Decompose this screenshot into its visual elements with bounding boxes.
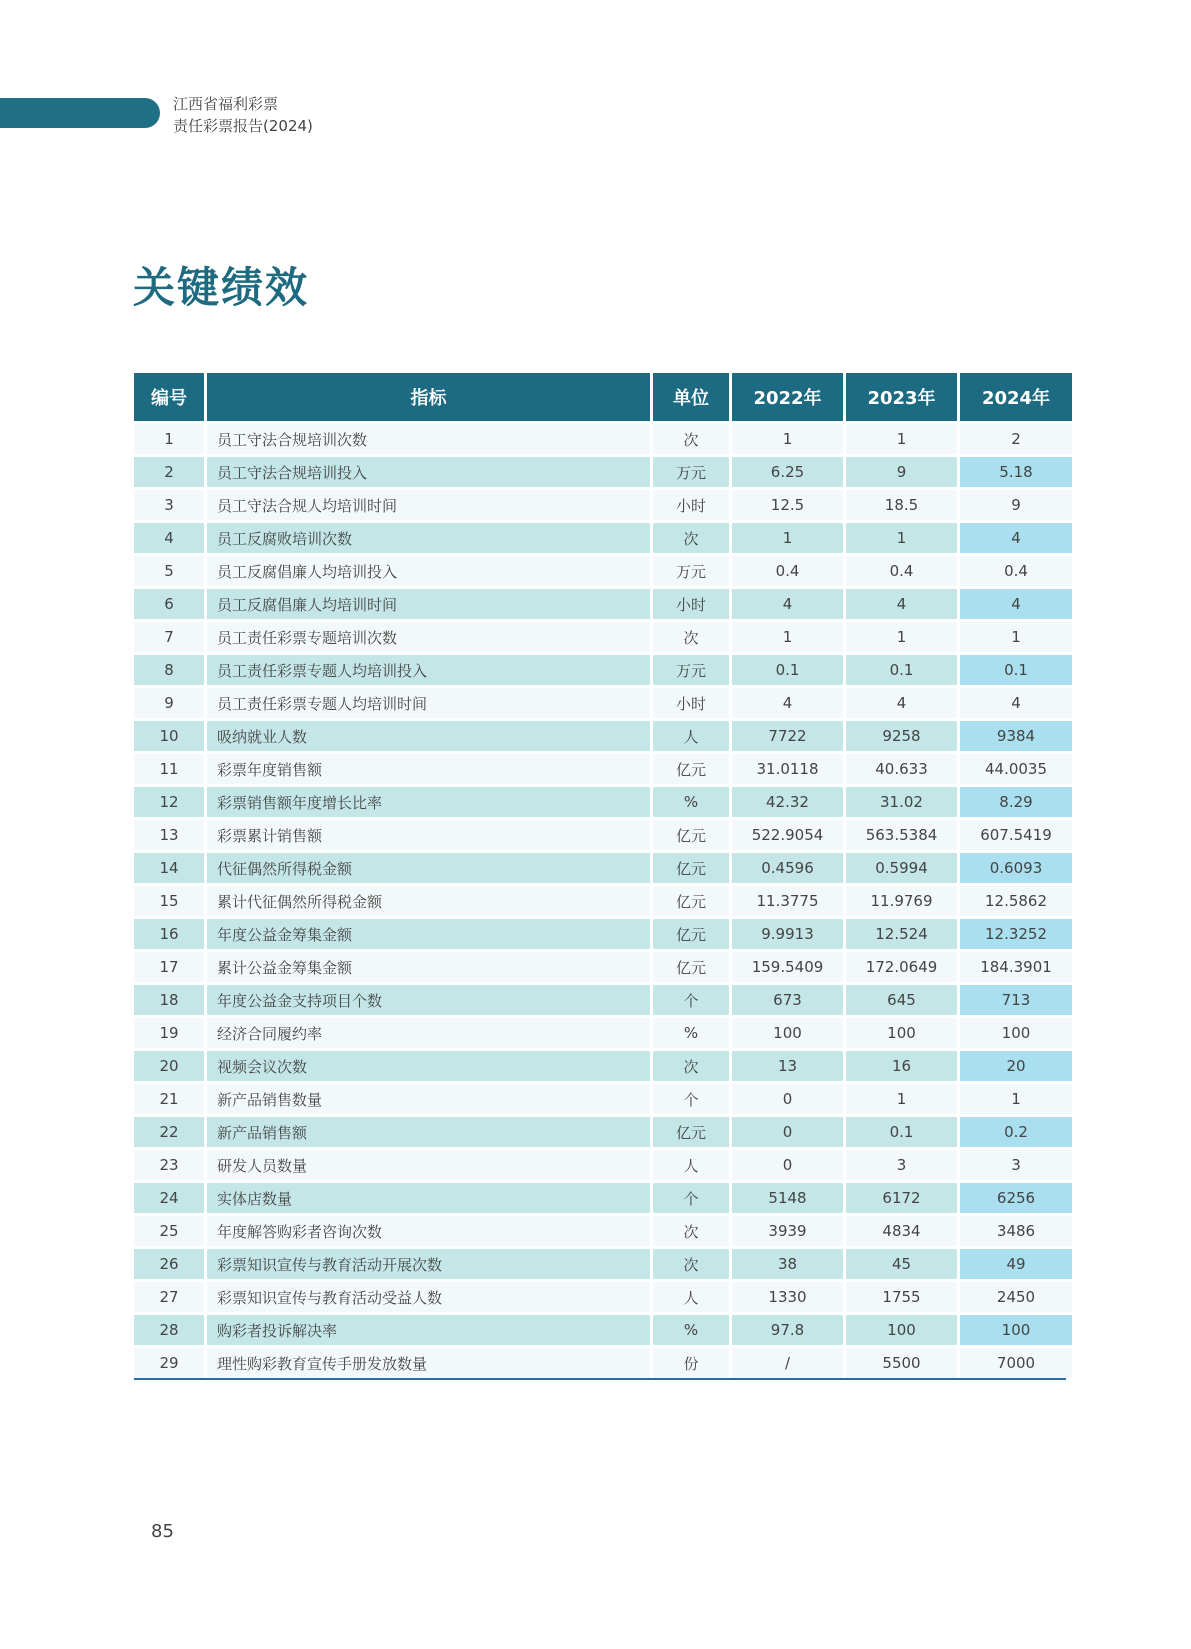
cell-y2024: 4: [960, 589, 1072, 622]
cell-name: 彩票累计销售额: [207, 820, 650, 853]
header-unit: 单位: [653, 373, 729, 424]
cell-unit: 亿元: [653, 886, 729, 919]
cell-unit: 个: [653, 985, 729, 1018]
cell-unit: 亿元: [653, 754, 729, 787]
cell-y2022: 5148: [732, 1183, 843, 1216]
cell-y2023: 563.5384: [846, 820, 957, 853]
table-row: [134, 1051, 1072, 1084]
table-row: [134, 424, 1072, 457]
table-row: [134, 952, 1072, 985]
cell-y2022: 11.3775: [732, 886, 843, 919]
cell-id: 26: [134, 1249, 204, 1282]
cell-y2022: 0.4: [732, 556, 843, 589]
header-2023: 2023年: [846, 373, 957, 424]
cell-name: 彩票知识宣传与教育活动受益人数: [207, 1282, 650, 1315]
cell-id: 21: [134, 1084, 204, 1117]
cell-y2024: 0.4: [960, 556, 1072, 589]
cell-y2022: 673: [732, 985, 843, 1018]
cell-y2022: 0: [732, 1084, 843, 1117]
cell-y2024: 100: [960, 1315, 1072, 1348]
cell-name: 年度解答购彩者咨询次数: [207, 1216, 650, 1249]
cell-unit: 亿元: [653, 820, 729, 853]
cell-y2023: 100: [846, 1018, 957, 1051]
table-row: [134, 1315, 1072, 1348]
kpi-table-wrapper: [134, 373, 1066, 1380]
cell-id: 12: [134, 787, 204, 820]
cell-y2024: 12.5862: [960, 886, 1072, 919]
cell-y2023: 4: [846, 589, 957, 622]
cell-id: 11: [134, 754, 204, 787]
cell-unit: 小时: [653, 490, 729, 523]
cell-y2024: 8.29: [960, 787, 1072, 820]
cell-id: 15: [134, 886, 204, 919]
cell-y2023: 16: [846, 1051, 957, 1084]
cell-y2024: 713: [960, 985, 1072, 1018]
cell-y2022: 7722: [732, 721, 843, 754]
cell-y2022: 100: [732, 1018, 843, 1051]
cell-id: 17: [134, 952, 204, 985]
cell-id: 3: [134, 490, 204, 523]
table-row: [134, 919, 1072, 952]
cell-id: 22: [134, 1117, 204, 1150]
cell-name: 视频会议次数: [207, 1051, 650, 1084]
cell-id: 25: [134, 1216, 204, 1249]
cell-unit: 次: [653, 523, 729, 556]
table-row: [134, 1348, 1072, 1378]
cell-y2022: 42.32: [732, 787, 843, 820]
cell-y2024: 100: [960, 1018, 1072, 1051]
cell-id: 1: [134, 424, 204, 457]
table-row: [134, 688, 1072, 721]
cell-y2023: 1: [846, 424, 957, 457]
cell-y2024: 6256: [960, 1183, 1072, 1216]
table-header-row: [134, 373, 1072, 424]
cell-unit: 亿元: [653, 853, 729, 886]
table-row: [134, 853, 1072, 886]
cell-name: 员工守法合规培训投入: [207, 457, 650, 490]
cell-unit: 小时: [653, 688, 729, 721]
table-row: [134, 457, 1072, 490]
cell-y2023: 9: [846, 457, 957, 490]
kpi-table: [131, 373, 1075, 1378]
cell-unit: 小时: [653, 589, 729, 622]
cell-y2022: 159.5409: [732, 952, 843, 985]
cell-id: 13: [134, 820, 204, 853]
cell-name: 年度公益金筹集金额: [207, 919, 650, 952]
cell-y2023: 12.524: [846, 919, 957, 952]
cell-y2023: 9258: [846, 721, 957, 754]
cell-id: 27: [134, 1282, 204, 1315]
cell-y2023: 0.1: [846, 1117, 957, 1150]
header-line-2: 责任彩票报告(2024): [173, 117, 313, 135]
table-row: [134, 655, 1072, 688]
cell-name: 员工反腐倡廉人均培训时间: [207, 589, 650, 622]
cell-unit: 亿元: [653, 1117, 729, 1150]
cell-y2022: 522.9054: [732, 820, 843, 853]
cell-y2022: 31.0118: [732, 754, 843, 787]
cell-name: 员工反腐败培训次数: [207, 523, 650, 556]
cell-y2022: 12.5: [732, 490, 843, 523]
cell-id: 5: [134, 556, 204, 589]
cell-name: 研发人员数量: [207, 1150, 650, 1183]
cell-id: 28: [134, 1315, 204, 1348]
cell-y2023: 4834: [846, 1216, 957, 1249]
header-accent-bar: [0, 98, 160, 128]
cell-y2022: 38: [732, 1249, 843, 1282]
cell-y2024: 0.6093: [960, 853, 1072, 886]
cell-unit: 万元: [653, 457, 729, 490]
cell-unit: 次: [653, 1216, 729, 1249]
cell-y2022: 13: [732, 1051, 843, 1084]
cell-name: 实体店数量: [207, 1183, 650, 1216]
cell-id: 18: [134, 985, 204, 1018]
header-2024: 2024年: [960, 373, 1072, 424]
cell-id: 4: [134, 523, 204, 556]
cell-name: 累计公益金筹集金额: [207, 952, 650, 985]
cell-unit: 个: [653, 1084, 729, 1117]
cell-name: 新产品销售额: [207, 1117, 650, 1150]
cell-unit: 次: [653, 1051, 729, 1084]
header-id: 编号: [134, 373, 204, 424]
cell-y2023: 1755: [846, 1282, 957, 1315]
cell-name: 员工守法合规培训次数: [207, 424, 650, 457]
cell-y2024: 184.3901: [960, 952, 1072, 985]
cell-y2024: 5.18: [960, 457, 1072, 490]
table-row: [134, 754, 1072, 787]
header-2022: 2022年: [732, 373, 843, 424]
cell-y2022: 0.1: [732, 655, 843, 688]
cell-unit: 次: [653, 622, 729, 655]
cell-y2023: 172.0649: [846, 952, 957, 985]
cell-y2022: 1: [732, 523, 843, 556]
cell-name: 理性购彩教育宣传手册发放数量: [207, 1348, 650, 1378]
cell-unit: 人: [653, 1282, 729, 1315]
cell-name: 彩票销售额年度增长比率: [207, 787, 650, 820]
cell-y2024: 7000: [960, 1348, 1072, 1378]
table-row: [134, 556, 1072, 589]
table-row: [134, 787, 1072, 820]
table-row: [134, 886, 1072, 919]
table-body: [134, 424, 1072, 1378]
table-row: [134, 622, 1072, 655]
cell-y2024: 1: [960, 622, 1072, 655]
table-row: [134, 820, 1072, 853]
header-line-1: 江西省福利彩票: [173, 95, 279, 113]
cell-id: 2: [134, 457, 204, 490]
cell-unit: 万元: [653, 556, 729, 589]
cell-unit: 人: [653, 721, 729, 754]
cell-y2022: 0.4596: [732, 853, 843, 886]
cell-y2024: 0.1: [960, 655, 1072, 688]
cell-y2022: /: [732, 1348, 843, 1378]
cell-id: 7: [134, 622, 204, 655]
table-row: [134, 721, 1072, 754]
cell-unit: 万元: [653, 655, 729, 688]
table-row: [134, 1018, 1072, 1051]
cell-y2022: 0: [732, 1117, 843, 1150]
cell-id: 16: [134, 919, 204, 952]
cell-id: 23: [134, 1150, 204, 1183]
cell-name: 新产品销售数量: [207, 1084, 650, 1117]
cell-unit: %: [653, 1315, 729, 1348]
cell-y2024: 0.2: [960, 1117, 1072, 1150]
cell-y2024: 44.0035: [960, 754, 1072, 787]
cell-name: 购彩者投诉解决率: [207, 1315, 650, 1348]
cell-y2024: 9384: [960, 721, 1072, 754]
cell-y2024: 2: [960, 424, 1072, 457]
table-row: [134, 490, 1072, 523]
cell-y2023: 0.4: [846, 556, 957, 589]
cell-unit: 亿元: [653, 919, 729, 952]
cell-y2023: 1: [846, 1084, 957, 1117]
cell-y2024: 4: [960, 688, 1072, 721]
cell-y2023: 0.5994: [846, 853, 957, 886]
cell-y2024: 2450: [960, 1282, 1072, 1315]
cell-id: 20: [134, 1051, 204, 1084]
cell-name: 员工反腐倡廉人均培训投入: [207, 556, 650, 589]
page-number: 85: [151, 1521, 174, 1542]
cell-y2023: 3: [846, 1150, 957, 1183]
header-name: 指标: [207, 373, 650, 424]
page-title: 关键绩效: [133, 263, 310, 312]
cell-unit: 亿元: [653, 952, 729, 985]
table-row: [134, 1150, 1072, 1183]
cell-y2023: 0.1: [846, 655, 957, 688]
cell-y2024: 3486: [960, 1216, 1072, 1249]
cell-y2022: 4: [732, 589, 843, 622]
cell-y2023: 1: [846, 523, 957, 556]
cell-y2023: 18.5: [846, 490, 957, 523]
cell-y2024: 607.5419: [960, 820, 1072, 853]
table-row: [134, 589, 1072, 622]
table-row: [134, 523, 1072, 556]
cell-y2024: 9: [960, 490, 1072, 523]
cell-unit: 人: [653, 1150, 729, 1183]
cell-y2024: 20: [960, 1051, 1072, 1084]
cell-name: 吸纳就业人数: [207, 721, 650, 754]
table-row: [134, 1183, 1072, 1216]
cell-name: 年度公益金支持项目个数: [207, 985, 650, 1018]
cell-id: 14: [134, 853, 204, 886]
cell-y2024: 12.3252: [960, 919, 1072, 952]
cell-unit: 份: [653, 1348, 729, 1378]
cell-y2024: 4: [960, 523, 1072, 556]
cell-id: 24: [134, 1183, 204, 1216]
cell-id: 9: [134, 688, 204, 721]
cell-name: 代征偶然所得税金额: [207, 853, 650, 886]
cell-y2023: 5500: [846, 1348, 957, 1378]
cell-name: 累计代征偶然所得税金额: [207, 886, 650, 919]
cell-y2022: 4: [732, 688, 843, 721]
cell-y2023: 100: [846, 1315, 957, 1348]
cell-name: 员工责任彩票专题人均培训时间: [207, 688, 650, 721]
cell-unit: 次: [653, 1249, 729, 1282]
cell-y2023: 4: [846, 688, 957, 721]
table-row: [134, 1282, 1072, 1315]
cell-y2022: 6.25: [732, 457, 843, 490]
cell-id: 10: [134, 721, 204, 754]
cell-y2024: 49: [960, 1249, 1072, 1282]
cell-y2022: 1330: [732, 1282, 843, 1315]
cell-y2022: 97.8: [732, 1315, 843, 1348]
cell-unit: 次: [653, 424, 729, 457]
cell-y2023: 6172: [846, 1183, 957, 1216]
table-row: [134, 985, 1072, 1018]
cell-name: 员工责任彩票专题培训次数: [207, 622, 650, 655]
cell-name: 经济合同履约率: [207, 1018, 650, 1051]
cell-name: 彩票知识宣传与教育活动开展次数: [207, 1249, 650, 1282]
cell-y2023: 40.633: [846, 754, 957, 787]
cell-name: 员工守法合规人均培训时间: [207, 490, 650, 523]
table-row: [134, 1084, 1072, 1117]
cell-y2022: 9.9913: [732, 919, 843, 952]
cell-y2022: 1: [732, 424, 843, 457]
table-row: [134, 1117, 1072, 1150]
cell-name: 员工责任彩票专题人均培训投入: [207, 655, 650, 688]
table-row: [134, 1216, 1072, 1249]
cell-id: 29: [134, 1348, 204, 1378]
cell-unit: %: [653, 787, 729, 820]
cell-y2022: 0: [732, 1150, 843, 1183]
cell-y2023: 45: [846, 1249, 957, 1282]
cell-id: 8: [134, 655, 204, 688]
cell-y2023: 31.02: [846, 787, 957, 820]
cell-y2023: 1: [846, 622, 957, 655]
cell-y2024: 3: [960, 1150, 1072, 1183]
table-bottom-rule: [134, 1378, 1066, 1380]
report-header: [173, 93, 313, 137]
cell-y2023: 645: [846, 985, 957, 1018]
cell-id: 19: [134, 1018, 204, 1051]
cell-y2022: 1: [732, 622, 843, 655]
cell-y2023: 11.9769: [846, 886, 957, 919]
cell-y2022: 3939: [732, 1216, 843, 1249]
cell-unit: %: [653, 1018, 729, 1051]
cell-unit: 个: [653, 1183, 729, 1216]
table-row: [134, 1249, 1072, 1282]
cell-id: 6: [134, 589, 204, 622]
cell-y2024: 1: [960, 1084, 1072, 1117]
cell-name: 彩票年度销售额: [207, 754, 650, 787]
